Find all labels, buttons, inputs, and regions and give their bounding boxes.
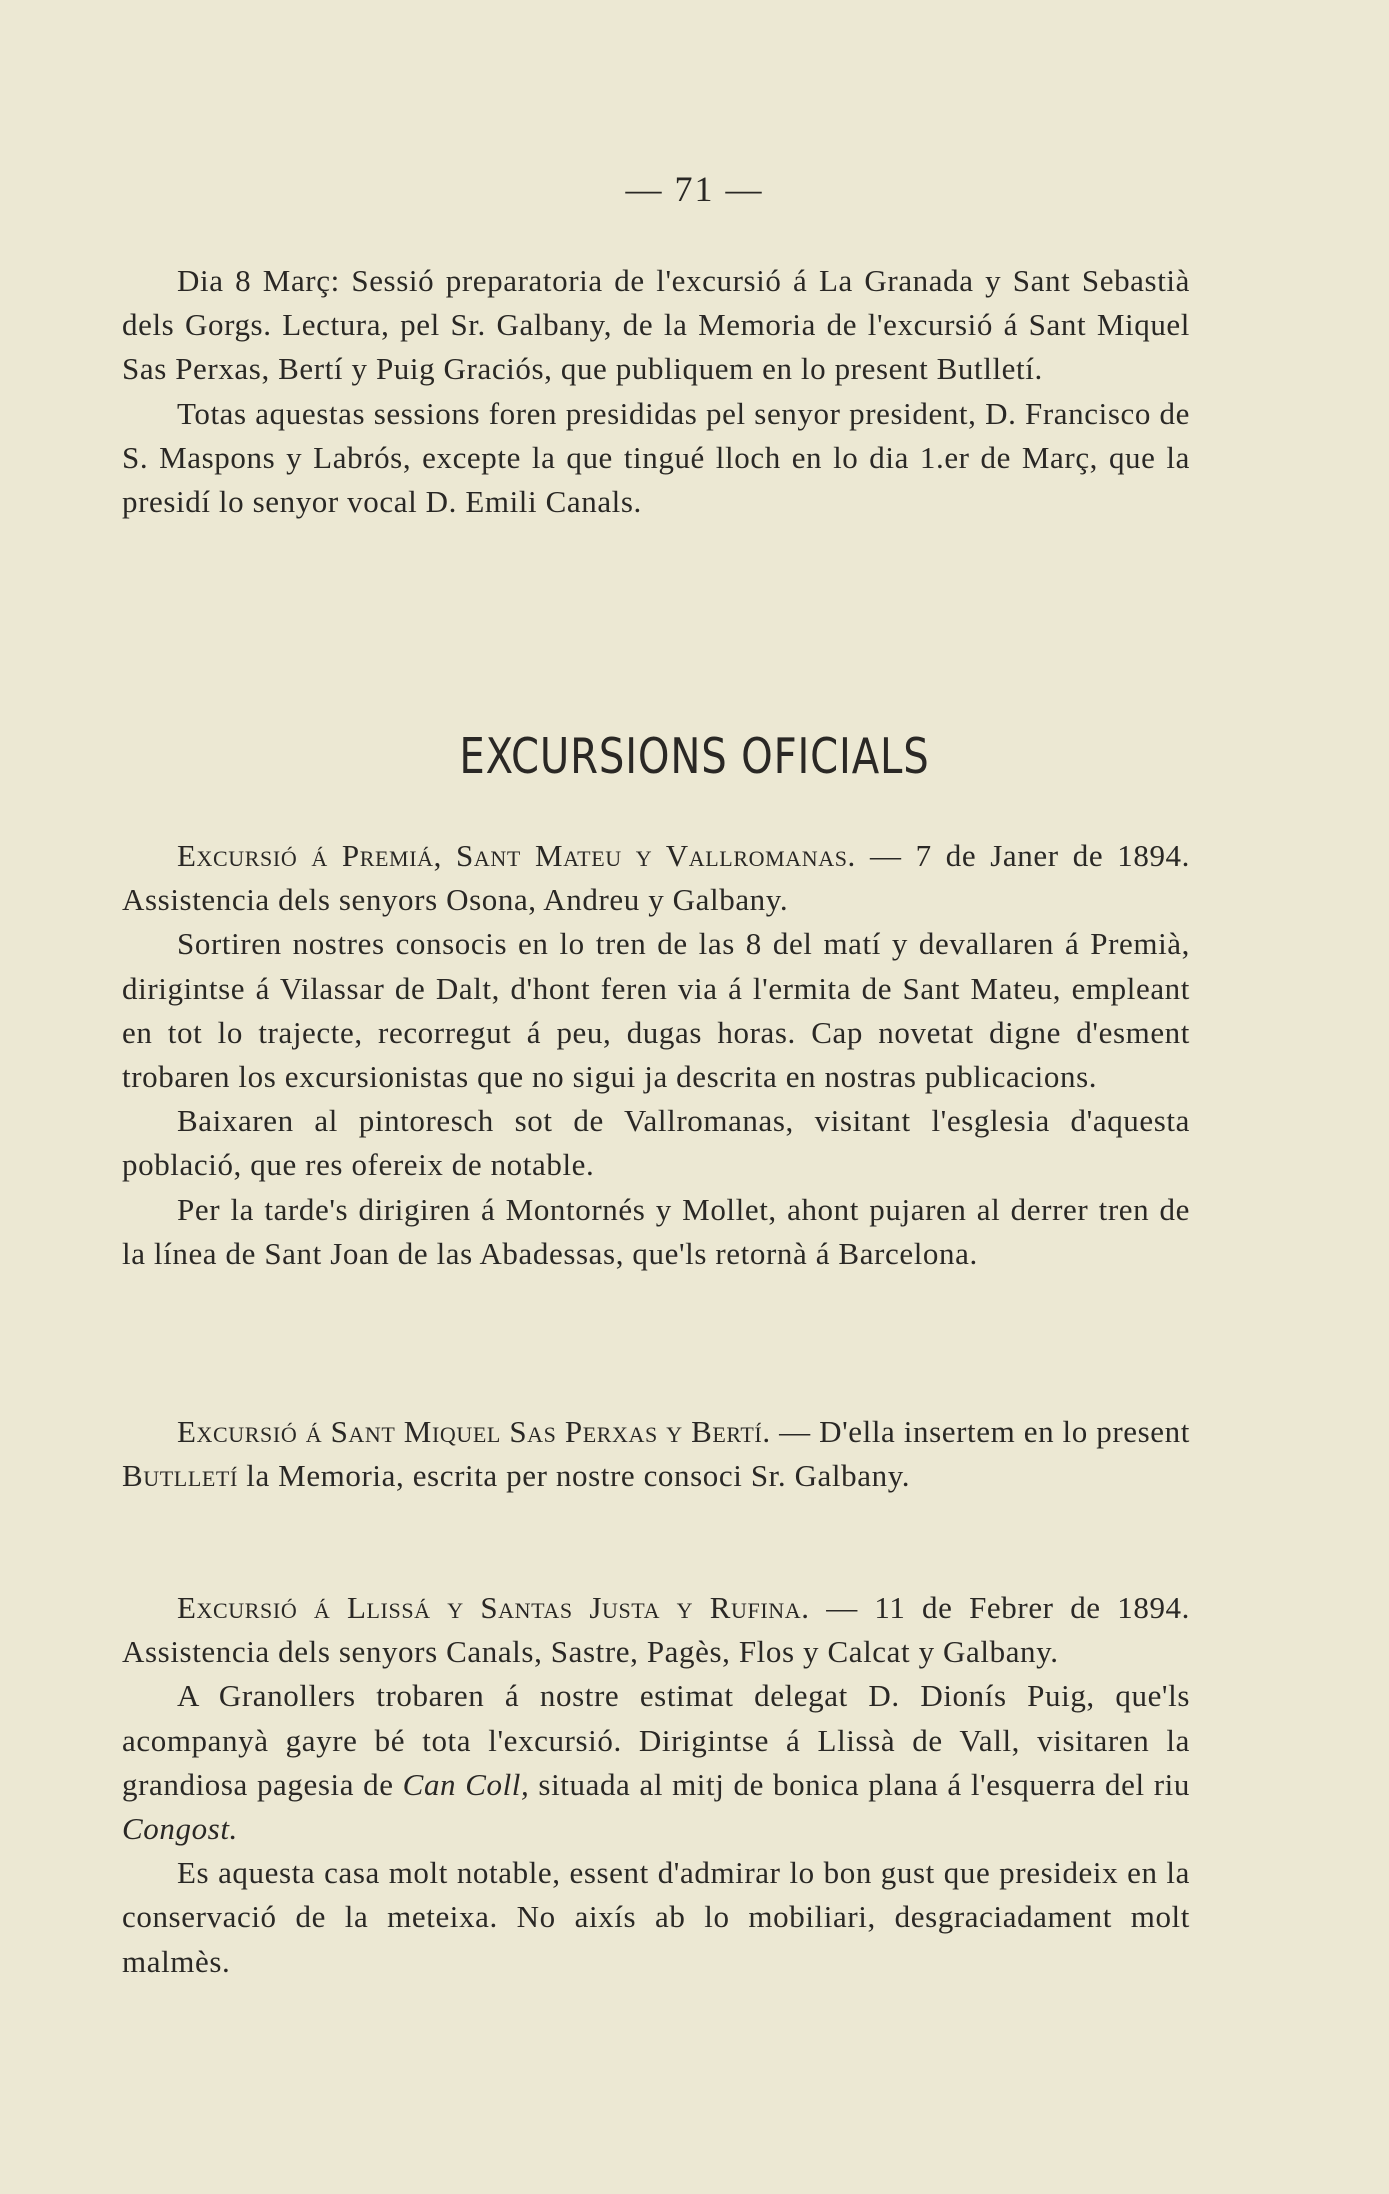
- excursion-title: Excursió á Sant Miquel Sas Perxas y Bertí.: [177, 1414, 771, 1449]
- session-notes: [122, 259, 1190, 524]
- excursion-intro: [122, 1410, 1190, 1498]
- excursion-paragraph: Es aquesta casa molt notable, essent d'admirar lo bon gust que presideix en la conservació de la meteixa. No aixís ab lo mobiliari, desgraciadament molt malmès.: [122, 1855, 1190, 1979]
- excursion-paragraph: Sortiren nostres consocis en lo tren de las 8 del matí y devallaren á Premià, dirigintse á Vilassar de Dalt, d'hont feren via á l'ermita de Sant Mateu, empleant en tot lo trajecte, recorregut á peu, dugas horas. Cap novetat digne d'esment trobaren los excursionistas que no sigui ja descrita en nostras publicacions.: [122, 926, 1190, 1095]
- excursion-date: — 11 de Febrer de 1894. Assistencia dels senyors Canals, Sastre, Pagès, Flos y Calcat y Galbany.: [122, 1590, 1190, 1670]
- excursion-llissa: [122, 1586, 1190, 1984]
- excursion-premia: [122, 834, 1190, 1276]
- excursion-paragraph: Baixaren al pintoresch sot de Vallromanas, visitant l'esglesia d'aquesta població, que res ofereix de notable.: [122, 1103, 1190, 1183]
- session-paragraph: Dia 8 Març: Sessió preparatoria de l'excursió á La Granada y Sant Sebastià dels Gorgs. Lectura, pel Sr. Galbany, de la Memoria de l'excursió á Sant Miquel Sas Perxas, Bertí y Puig Graciós, que publiquem en lo present Butlletí.: [122, 263, 1190, 387]
- section-heading: EXCURSIONS OFICIALS: [459, 728, 930, 785]
- excursion-text: la Memoria, escrita per nostre consoci Sr. Galbany.: [237, 1458, 911, 1494]
- excursion-text: situada al mitj de bonica plana á l'esquerra del riu: [529, 1766, 1190, 1802]
- place-name: Can Coll,: [402, 1766, 530, 1802]
- excursion-sant-miquel: [122, 1410, 1190, 1498]
- river-name: Congost.: [122, 1811, 238, 1847]
- butlleti-name: Butlletí: [122, 1458, 238, 1494]
- excursion-title: Excursió á Llissá y Santas Justa y Rufina.: [177, 1590, 810, 1625]
- excursion-date: — 7 de Janer de 1894. Assistencia dels senyors Osona, Andreu y Galbany.: [122, 838, 1190, 918]
- excursion-text: — D'ella insertem en lo present: [770, 1414, 1190, 1449]
- excursion-intro: [122, 834, 1190, 922]
- page-number: — 71 —: [625, 169, 764, 209]
- session-paragraph: Totas aquestas sessions foren presididas pel senyor president, D. Francisco de S. Maspons y Labrós, excepte la que tingué lloch en lo dia 1.er de Març, que la presidí lo senyor vocal D. Emili Canals.: [122, 395, 1190, 520]
- excursion-title: Excursió á Premiá, Sant Mateu y Vallromanas.: [177, 838, 856, 873]
- excursion-paragraph: Per la tarde's dirigiren á Montornés y Mollet, ahont pujaren al derrer tren de la línea de Sant Joan de las Abadessas, que'ls retornà á Barcelona.: [122, 1191, 1190, 1271]
- excursion-intro: [122, 1586, 1190, 1674]
- excursion-text: A Granollers trobaren á nostre estimat delegat D. Dionís Puig, que'ls acompanyà gayre bé tota l'excursió. Dirigintse á Llissà de Vall, visitaren la grandiosa pagesia de: [122, 1678, 1190, 1802]
- excursion-paragraph: [122, 1674, 1190, 1851]
